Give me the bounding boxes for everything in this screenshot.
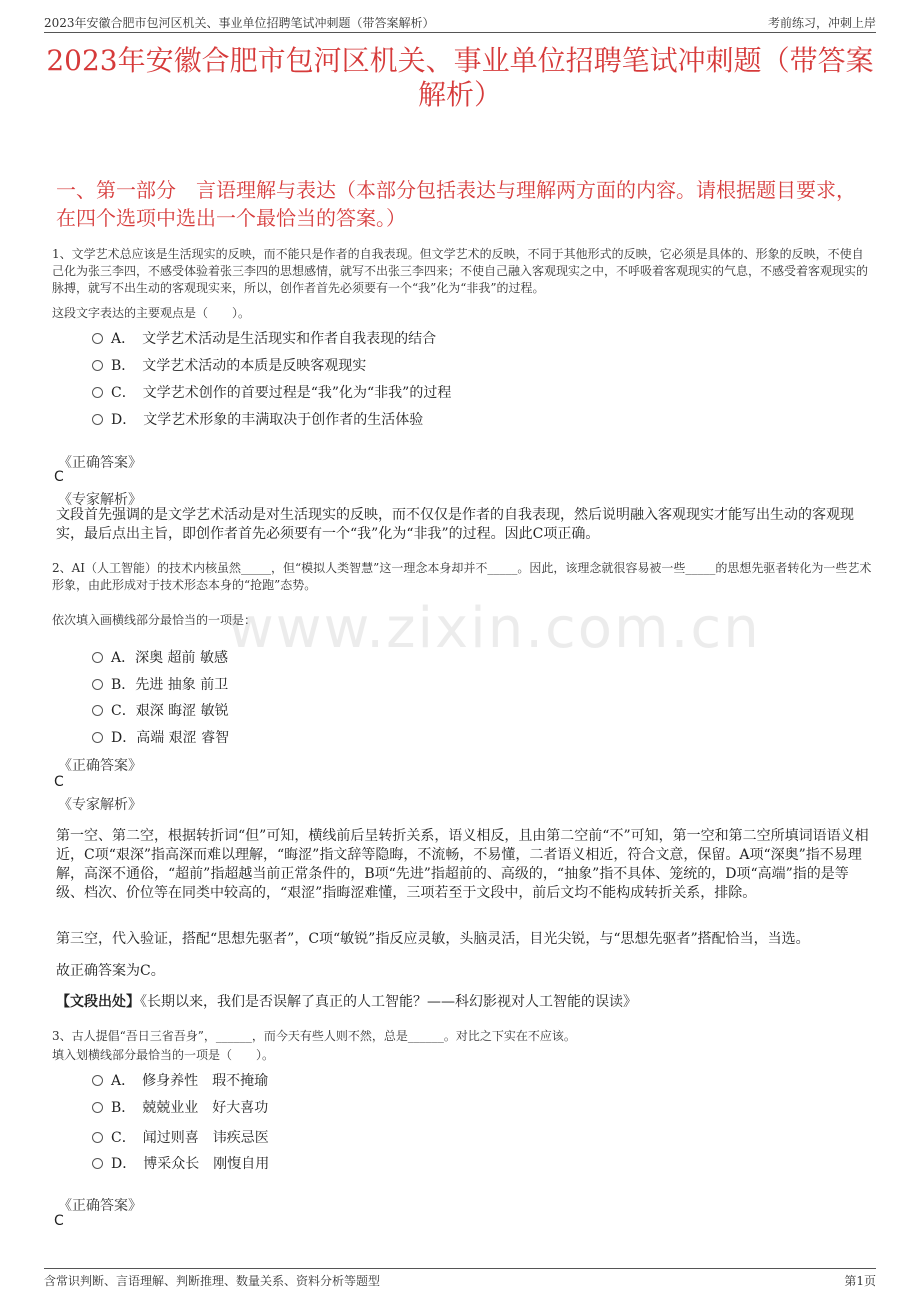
q3-option-a[interactable]: A． 修身养性 瑕不掩瑜 [92,1070,268,1090]
q3-answer-label: 《正确答案》 [58,1198,142,1214]
radio-icon[interactable] [92,679,103,690]
q1-question: 这段文字表达的主要观点是（ ）。 [52,306,251,320]
q2-question: 依次填入画横线部分最恰当的一项是： [52,613,257,627]
q1-stem: 1、文学艺术总应该是生活现实的反映，而不能只是作者的自我表现。但文学艺术的反映，不同于其他形式的反映，它必须是具体的、形象的反映，不使自己化为张三李四，不感受体验着张三李四的思想感情，就写不出张三李四来；不使自己融入客观现实之中，不呼吸着客观现实的气息，不感受着客观现实的脉搏，就写不出生动的客观现实来，所以，创作者首先必须要有一个“我”化为“非我”的过程。 [52,247,869,295]
q2-option-b[interactable]: B．先进 抽象 前卫 [92,674,228,694]
header-doc-title: 2023年安徽合肥市包河区机关、事业单位招聘笔试冲刺题（带答案解析） [44,16,435,30]
radio-icon[interactable] [92,414,103,425]
radio-icon[interactable] [92,387,103,398]
q3-answer: C [54,1213,64,1229]
radio-icon[interactable] [92,1075,103,1086]
source-label: 【文段出处】 [56,994,140,1010]
q1-answer: C [54,469,64,485]
q3-stem: 3、古人提倡“吾日三省吾身”，______，而今天有些人则不然，总是______。对比之下实在不应该。 [52,1029,576,1043]
q1-answer-label: 《正确答案》 [58,455,142,471]
source-text: 《长期以来，我们是否误解了真正的人工智能？——科幻影视对人工智能的误读》 [140,994,637,1010]
radio-icon[interactable] [92,360,103,371]
q2-analysis-2: 第三空，代入验证，搭配“思想先驱者”，C项“敏锐”指反应灵敏，头脑灵活，目光尖锐，与“思想先驱者”搭配恰当，当选。 [56,931,810,947]
radio-icon[interactable] [92,652,103,663]
q2-option-c[interactable]: C．艰深 晦涩 敏锐 [92,700,229,720]
radio-icon[interactable] [92,1102,103,1113]
q1-option-a[interactable]: A． 文学艺术活动是生活现实和作者自我表现的结合 [92,328,436,348]
q3-option-c[interactable]: C． 闻过则喜 讳疾忌医 [92,1127,269,1147]
radio-icon[interactable] [92,732,103,743]
page-number: 第1页 [844,1274,876,1288]
watermark: www.zixin.com.cn [228,596,761,661]
q2-option-d[interactable]: D．高端 艰涩 睿智 [92,727,229,747]
q3-question: 填入划横线部分最恰当的一项是（ ）。 [52,1048,275,1062]
q3-option-b[interactable]: B． 兢兢业业 好大喜功 [92,1097,268,1117]
q2-answer: C [54,774,64,790]
q2-option-a[interactable]: A．深奥 超前 敏感 [92,647,228,667]
q2-analysis-1: 第一空、第二空，根据转折词“但”可知，横线前后呈转折关系，语义相反，且由第二空前“不”可知，第一空和第二空所填词语语义相近，C项“艰深”指高深而难以理解，“晦涩”指文辞等隐晦，不流畅，不易懂，二者语义相近，符合文意，保留。A项“深奥”指不易理解，高深不通俗，“超前”指超越当前正常条件的，B项“先进”指超前的、高级的，“抽象”指不具体、笼统的，D项“高端”指的是等级、档次、价位等在同类中较高的，“艰涩”指晦涩难懂，三项若至于文段中，前后文均不能构成转折关系，排除。 [56,828,869,901]
q2-source [56,993,872,1012]
q1-option-b[interactable]: B． 文学艺术活动的本质是反映客观现实 [92,355,366,375]
footer-note: 含常识判断、言语理解、判断推理、数量关系、资料分析等题型 [44,1274,381,1288]
radio-icon[interactable] [92,705,103,716]
radio-icon[interactable] [92,1132,103,1143]
radio-icon[interactable] [92,333,103,344]
page-header [44,12,876,33]
header-slogan: 考前练习，冲刺上岸 [767,16,876,30]
section-heading: 一、第一部分 言语理解与表达（本部分包括表达与理解两方面的内容。请根据题目要求，在四个选项中选出一个最恰当的答案。） [56,178,856,230]
q1-analysis: 文段首先强调的是文学艺术活动是对生活现实的反映，而不仅仅是作者的自我表现，然后说明融入客观现实才能写出生动的客观现实，最后点出主旨，即创作者首先必须要有一个“我”化为“非我”的过程。因此C项正确。 [56,507,854,542]
page-footer [44,1268,876,1289]
radio-icon[interactable] [92,1158,103,1169]
document-title: 2023年安徽合肥市包河区机关、事业单位招聘笔试冲刺题（带答案解析） [46,44,874,111]
q1-option-d[interactable]: D． 文学艺术形象的丰满取决于创作者的生活体验 [92,409,423,429]
q1-option-c[interactable]: C． 文学艺术创作的首要过程是“我”化为“非我”的过程 [92,382,451,402]
q2-analysis-label: 《专家解析》 [58,797,142,813]
q3-option-d[interactable]: D． 博采众长 刚愎自用 [92,1153,269,1173]
q2-analysis-3: 故正确答案为C。 [56,963,165,979]
q1-analysis-label: 《专家解析》 [58,492,142,508]
q2-answer-label: 《正确答案》 [58,758,142,774]
q2-stem: 2、AI（人工智能）的技术内核虽然_____，但“模拟人类智慧”这一理念本身却并不_____。因此，该理念就很容易被一些_____的思想先驱者转化为一些艺术形象，由此形成对于技术形态本身的“抢跑”态势。 [52,561,872,592]
